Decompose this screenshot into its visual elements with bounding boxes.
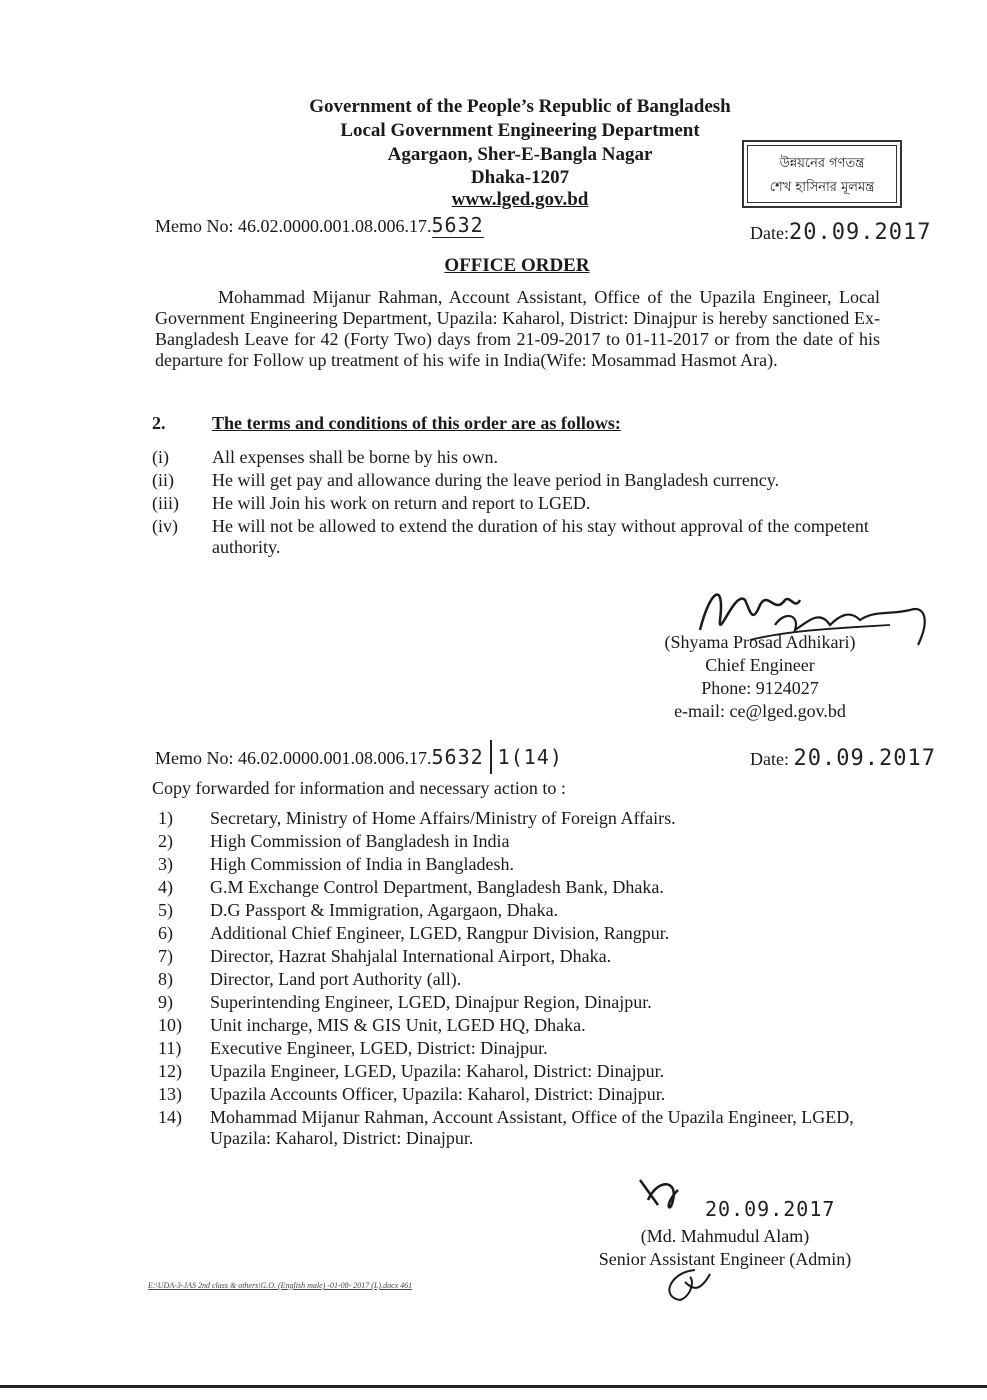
copy-list-number: 1) [158,808,173,828]
copy-list-number: 3) [158,854,173,874]
memo2-date [750,748,936,770]
term-item [152,516,872,560]
term-item [152,493,872,515]
copy-list-number: 5) [158,900,173,920]
term-item [152,447,872,469]
initial-mark [655,1262,715,1307]
copy-list-text: Upazila Engineer, LGED, Upazila: Kaharol, District: Dinajpur. [210,1061,665,1081]
copy-list-text: Superintending Engineer, LGED, Dinajpur Region, Dinajpur. [210,992,652,1012]
copy-list-number: 2) [158,831,173,851]
copy-list-text: Secretary, Ministry of Home Affairs/Ministry of Foreign Affairs. [210,808,676,828]
signatory-title: Chief Engineer [705,655,815,675]
term-number: (i) [152,447,169,467]
copy-list-number: 7) [158,946,173,966]
admin-signatory-title: Senior Assistant Engineer (Admin) [598,1249,852,1269]
header-department: Local Government Engineering Department [340,120,700,141]
admin-signature-date: 20.09.2017 [705,1197,836,1221]
signatory-email: e-mail: ce@lged.gov.bd [674,701,846,721]
copy-list-number: 9) [158,992,173,1012]
motto-seal [742,140,902,208]
header-address: Agargaon, Sher-E-Bangla Nagar [387,144,653,165]
memo2-divider [490,740,492,774]
term-text: He will get pay and allowance during the leave period in Bangladesh currency. [212,470,780,490]
signatory-name: (Shyama Prosad Adhikari) [664,632,856,652]
copy-list-text: High Commission of India in Bangladesh. [210,854,514,874]
terms-heading: The terms and conditions of this order are as follows: [212,413,621,433]
copy-list-text: D.G Passport & Immigration, Agargaon, Dhaka. [210,900,559,920]
header-government: Government of the People’s Republic of Bangladesh [309,96,731,117]
memo2-number-line [155,740,563,774]
date-label: Date: [750,223,789,243]
signatory-phone: Phone: 9124027 [701,678,819,698]
copy-list-text: Director, Land port Authority (all). [210,969,462,989]
header-city: Dhaka-1207 [470,167,570,188]
order-paragraph: Mohammad Mijanur Rahman, Account Assistant, Office of the Upazila Engineer, Local Government Engineering Department, Upazila: Kaharol, District: Dinajpur is hereby sanctioned Ex-Bangladesh Leave for 42 (Forty Two) days from 21-09-2017 to 01-11-2017 or from the date of his departure for Follow up treatment of his wife in India(Wife: Mosammad Hasmot Ara). [155,287,880,370]
bottom-border [0,1385,987,1388]
terms-number: 2. [152,413,166,433]
copy-list-text: Additional Chief Engineer, LGED, Rangpur Division, Rangpur. [210,923,670,943]
copy-list-text: G.M Exchange Control Department, Bangladesh Bank, Dhaka. [210,877,664,897]
file-path-footer: E:\UDA-3-JAS 2nd class & others\G.O. (English male) -01-08- 2017 (L).docx 461 [148,1281,413,1290]
chief-engineer-block [640,631,880,723]
memo-number-line [155,215,484,237]
copy-list-text: High Commission of Bangladesh in India [210,831,510,851]
copy-list-text: Upazila Accounts Officer, Upazila: Kaharol, District: Dinajpur. [210,1084,666,1104]
copy-list-number: 8) [158,969,173,989]
memo2-date-handwritten: 20.09.2017 [793,746,936,771]
copy-list-text: Unit incharge, MIS & GIS Unit, LGED HQ, Dhaka. [210,1015,586,1035]
copy-list-number: 6) [158,923,173,943]
seal-line-1: উন্নয়নের গণতন্ত্র [779,156,865,171]
header-website-link[interactable]: www.lged.gov.bd [451,189,589,210]
memo2-date-label: Date: [750,749,789,769]
memo2-number-handwritten: 5632 [431,745,484,769]
term-item [152,470,872,492]
term-number: (ii) [152,470,174,490]
date-handwritten: 20.09.2017 [788,220,932,245]
copy-list-text: Director, Hazrat Shahjalal International Airport, Dhaka. [210,946,612,966]
copy-forward-intro: Copy forwarded for information and necessary action to : [152,778,566,798]
memo-date [750,222,931,244]
term-text: He will Join his work on return and report to LGED. [212,493,591,513]
memo-number-handwritten: 5632 [431,213,484,237]
term-text: All expenses shall be borne by his own. [212,447,498,467]
memo2-label: Memo No: 46.02.0000.001.08.006.17. [155,748,432,768]
copy-list-text: Executive Engineer, LGED, District: Dinajpur. [210,1038,548,1058]
office-order-title: OFFICE ORDER [444,255,590,276]
copy-list-number: 10) [158,1015,182,1035]
memo-label: Memo No: 46.02.0000.001.08.006.17. [155,216,432,236]
admin-signatory-block [585,1225,865,1271]
memo2-suffix-handwritten: 1(14) [497,745,563,769]
copy-list-number: 4) [158,877,173,897]
admin-signatory-name: (Md. Mahmudul Alam) [640,1226,810,1246]
copy-list-number: 13) [158,1084,182,1104]
seal-line-2: শেখ হাসিনার মূলমন্ত্র [769,180,875,195]
copy-list-number: 14) [158,1107,182,1127]
copy-list-number: 11) [158,1038,182,1058]
copy-list-text: Mohammad Mijanur Rahman, Account Assistant, Office of the Upazila Engineer, LGED, Upazila: Kaharol, District: Dinajpur. [210,1107,854,1148]
term-text: He will not be allowed to extend the duration of his stay without approval of the competent authority. [212,516,869,557]
term-number: (iii) [152,493,179,513]
term-number: (iv) [152,516,178,536]
copy-list-number: 12) [158,1061,182,1081]
